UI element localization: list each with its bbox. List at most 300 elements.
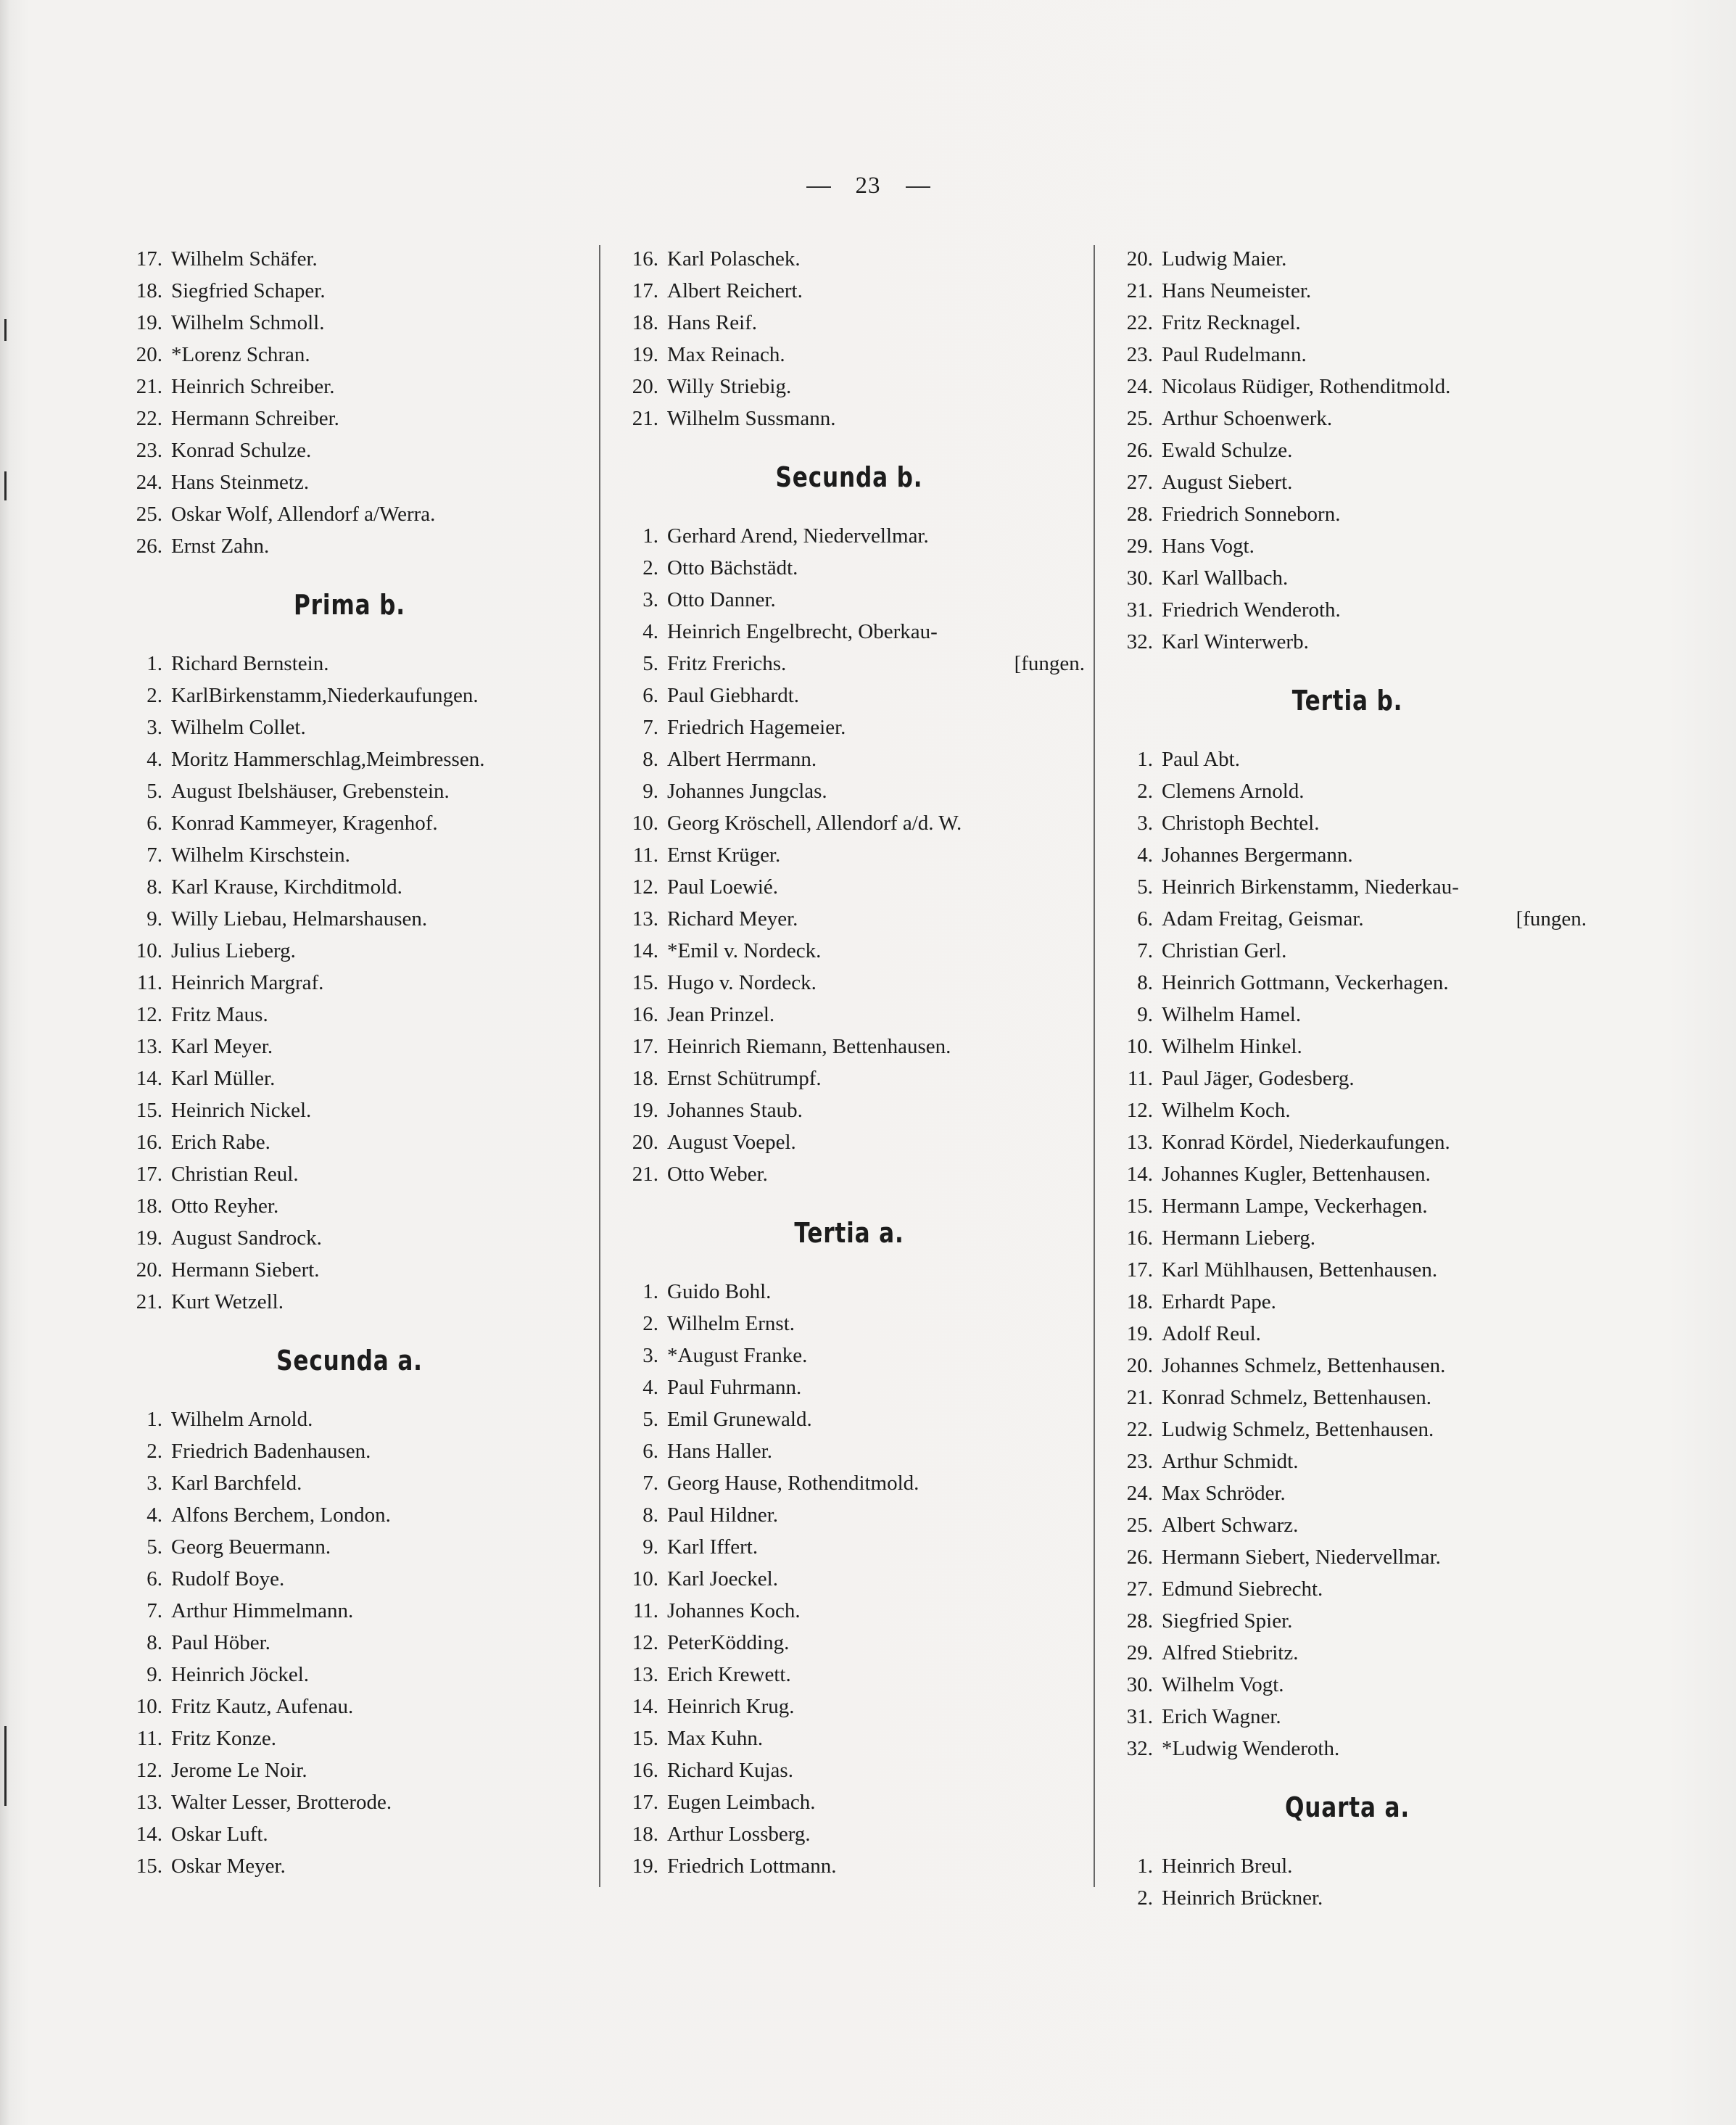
entry-number: 18. — [136, 279, 162, 302]
entry-number: 2. — [642, 556, 658, 579]
entry-name: August Ibelshäuser, Grebenstein. — [171, 780, 450, 803]
entry-name: Friedrich Wenderoth. — [1162, 598, 1341, 622]
entry-number: 15. — [136, 1099, 162, 1122]
roster-entry — [117, 434, 582, 466]
entry-number: 22. — [136, 407, 162, 430]
entry-name: Fritz Frerichs. — [667, 652, 787, 675]
entry-name: Heinrich Brückner. — [1162, 1886, 1323, 1910]
entry-number: 1. — [1137, 1854, 1153, 1878]
roster-entry — [117, 1818, 582, 1850]
roster-entry — [613, 275, 1085, 307]
entry-name: Paul Höber. — [171, 1631, 270, 1654]
entry-name: Moritz Hammerschlag,Meimbressen. — [171, 748, 485, 771]
entry-number: 17. — [632, 279, 658, 302]
entry-name: Heinrich Gottmann, Veckerhagen. — [1162, 971, 1449, 994]
entry-name: Max Schröder. — [1162, 1482, 1286, 1505]
entry-number: 12. — [136, 1003, 162, 1026]
entry-name: Max Kuhn. — [667, 1727, 764, 1750]
entry-name: Alfons Berchem, London. — [171, 1503, 391, 1527]
roster-entry — [117, 903, 582, 935]
entry-name: Wilhelm Schäfer. — [171, 247, 318, 271]
entry-number: 13. — [1126, 1131, 1153, 1154]
entry-name: Oskar Meyer. — [171, 1854, 286, 1878]
roster-entry — [117, 1126, 582, 1158]
roster-entry — [1108, 935, 1587, 967]
roster-entry — [117, 1659, 582, 1691]
entry-name: Paul Abt. — [1162, 748, 1240, 771]
entry-number: 26. — [1126, 439, 1153, 462]
roster-entry — [1108, 1605, 1587, 1637]
entry-number: 22. — [1126, 1418, 1153, 1441]
roster-entry — [1108, 871, 1587, 903]
entry-number: 23. — [136, 439, 162, 462]
roster-entry — [117, 1786, 582, 1818]
entry-number: 17. — [136, 1163, 162, 1186]
entry-name: Karl Wallbach. — [1162, 566, 1289, 590]
entry-number: 1. — [146, 1408, 162, 1431]
roster-entry — [117, 1190, 582, 1222]
entry-number: 12. — [136, 1759, 162, 1782]
entry-name: Konrad Schmelz, Bettenhausen. — [1162, 1386, 1432, 1409]
entry-name: Edmund Siebrecht. — [1162, 1577, 1323, 1601]
entry-name: Paul Hildner. — [667, 1503, 779, 1527]
entry-number: 9. — [146, 1663, 162, 1686]
entry-name: Karl Iffert. — [667, 1535, 759, 1559]
roster-entry — [117, 743, 582, 775]
roster-entry — [117, 1094, 582, 1126]
entry-name: Friedrich Sonneborn. — [1162, 503, 1341, 526]
entry-number: 19. — [632, 1854, 658, 1878]
entry-name: Wilhelm Kirschstein. — [171, 843, 350, 867]
entry-name: Friedrich Badenhausen. — [171, 1440, 371, 1463]
roster-entry — [1108, 498, 1587, 530]
entry-name: Ludwig Maier. — [1162, 247, 1287, 271]
roster-entry — [117, 648, 582, 680]
roster-entry — [613, 1158, 1085, 1190]
entry-number: 9. — [1137, 1003, 1153, 1026]
entry-name: Hans Steinmetz. — [171, 471, 310, 494]
roster-entry — [1108, 1882, 1587, 1914]
entry-name: Arthur Himmelmann. — [171, 1599, 354, 1622]
entry-number: 24. — [1126, 375, 1153, 398]
roster-entry — [117, 371, 582, 403]
roster-entry — [117, 530, 582, 562]
entry-number: 27. — [1126, 471, 1153, 494]
entry-number: 20. — [632, 1131, 658, 1154]
entry-number: 8. — [642, 748, 658, 771]
entry-name: Erich Krewett. — [667, 1663, 791, 1686]
roster-entry — [117, 1158, 582, 1190]
roster-entry — [1108, 1031, 1587, 1062]
entry-number: 19. — [632, 1099, 658, 1122]
roster-entry — [613, 1563, 1085, 1595]
roster-entry — [1108, 1701, 1587, 1733]
column-rule — [1094, 245, 1095, 1887]
entry-name: Hans Haller. — [667, 1440, 772, 1463]
roster-entry — [1108, 999, 1587, 1031]
class-heading: Prima b. — [294, 589, 405, 621]
entry-number: 11. — [1127, 1067, 1153, 1090]
roster-entry — [1108, 1126, 1587, 1158]
entry-number: 12. — [1126, 1099, 1153, 1122]
entry-name: Christoph Bechtel. — [1162, 812, 1320, 835]
roster-entry — [1108, 1637, 1587, 1669]
entry-name: Fritz Kautz, Aufenau. — [171, 1695, 354, 1718]
roster-entry — [613, 1754, 1085, 1786]
entry-number: 25. — [136, 503, 162, 526]
entry-number: 22. — [1126, 311, 1153, 334]
entry-number: 8. — [642, 1503, 658, 1527]
entry-name: Johannes Staub. — [667, 1099, 803, 1122]
entry-name: Albert Herrmann. — [667, 748, 817, 771]
entry-number: 5. — [642, 1408, 658, 1431]
roster-entry — [1108, 839, 1587, 871]
entry-number: 2. — [642, 1312, 658, 1335]
entry-name: Ludwig Schmelz, Bettenhausen. — [1162, 1418, 1434, 1441]
entry-number: 12. — [632, 875, 658, 899]
roster-entry — [1108, 743, 1587, 775]
entry-number: 18. — [632, 311, 658, 334]
entry-name: Wilhelm Hinkel. — [1162, 1035, 1302, 1058]
entry-number: 26. — [1126, 1546, 1153, 1569]
column-3 — [1108, 243, 1587, 1914]
entry-name: Heinrich Nickel. — [171, 1099, 312, 1122]
binding-mark — [4, 319, 7, 341]
class-heading: Tertia a. — [794, 1217, 904, 1249]
entry-number: 13. — [632, 1663, 658, 1686]
entry-name: Hans Neumeister. — [1162, 279, 1312, 302]
entry-name: Arthur Schmidt. — [1162, 1450, 1299, 1473]
entry-name: Hermann Schreiber. — [171, 407, 339, 430]
entry-name: Guido Bohl. — [667, 1280, 772, 1303]
entry-number: 13. — [136, 1035, 162, 1058]
entry-name: Albert Schwarz. — [1162, 1514, 1299, 1537]
entry-number: 21. — [136, 1290, 162, 1313]
entry-number: 12. — [632, 1631, 658, 1654]
entry-name: Clemens Arnold. — [1162, 780, 1305, 803]
roster-entry — [1108, 243, 1587, 275]
entry-name: Eugen Leimbach. — [667, 1791, 816, 1814]
entry-number: 25. — [1126, 1514, 1153, 1537]
roster-entry — [1108, 1286, 1587, 1318]
entry-number: 25. — [1126, 407, 1153, 430]
binding-mark — [4, 1726, 7, 1806]
roster-entry — [1108, 1190, 1587, 1222]
entry-number: 10. — [632, 812, 658, 835]
entry-name: Heinrich Margraf. — [171, 971, 324, 994]
entry-number: 7. — [642, 716, 658, 739]
entry-name: Fritz Recknagel. — [1162, 311, 1301, 334]
entry-number: 6. — [642, 1440, 658, 1463]
roster-entry — [117, 498, 582, 530]
roster-entry — [1108, 807, 1587, 839]
roster-entry — [117, 1467, 582, 1499]
roster-entry — [1108, 1414, 1587, 1445]
roster-entry — [1108, 1062, 1587, 1094]
roster-entry — [117, 1850, 582, 1882]
entry-number: 5. — [146, 1535, 162, 1559]
roster-entry — [1108, 275, 1587, 307]
roster-entry — [613, 1595, 1085, 1627]
entry-name: Wilhelm Collet. — [171, 716, 306, 739]
entry-number: 17. — [1126, 1258, 1153, 1282]
entry-number: 16. — [632, 1003, 658, 1026]
entry-number: 29. — [1126, 535, 1153, 558]
entry-number: 6. — [1137, 907, 1153, 931]
entry-number: 6. — [146, 1567, 162, 1590]
class-heading: Tertia b. — [1291, 685, 1403, 717]
column-rule — [599, 245, 600, 1887]
roster-entry — [117, 1499, 582, 1531]
entry-number: 32. — [1126, 630, 1153, 653]
entry-number: 13. — [632, 907, 658, 931]
entry-number: 23. — [1126, 343, 1153, 366]
entry-name: Emil Grunewald. — [667, 1408, 812, 1431]
entry-number: 2. — [1137, 780, 1153, 803]
entry-name: Johannes Bergermann. — [1162, 843, 1353, 867]
column-2 — [613, 243, 1085, 1882]
roster-entry — [613, 999, 1085, 1031]
roster-entry — [613, 1786, 1085, 1818]
roster-entry — [613, 1276, 1085, 1308]
entry-number: 5. — [642, 652, 658, 675]
roster-entry — [117, 1222, 582, 1254]
entry-name: Georg Beuermann. — [171, 1535, 331, 1559]
roster-entry — [1108, 1509, 1587, 1541]
entry-name: Max Reinach. — [667, 343, 785, 366]
roster-entry — [1108, 530, 1587, 562]
entry-name: KarlBirkenstamm,Niederkaufungen. — [171, 684, 479, 707]
entry-number: 6. — [146, 812, 162, 835]
roster-entry — [117, 1286, 582, 1318]
entry-number: 28. — [1126, 1609, 1153, 1633]
entry-number: 26. — [136, 535, 162, 558]
entry-number: 14. — [136, 1823, 162, 1846]
roster-entry — [117, 1254, 582, 1286]
dash-left — [806, 186, 831, 188]
roster-entry — [613, 871, 1085, 903]
entry-number: 9. — [146, 907, 162, 931]
class-heading: Secunda b. — [775, 461, 923, 493]
entry-name: Rudolf Boye. — [171, 1567, 285, 1590]
entry-name: Hans Vogt. — [1162, 535, 1255, 558]
entry-name: Ernst Krüger. — [667, 843, 781, 867]
entry-number: 21. — [1126, 279, 1153, 302]
entry-name: Johannes Schmelz, Bettenhausen. — [1162, 1354, 1446, 1377]
entry-name: Julius Lieberg. — [171, 939, 296, 962]
dash-right — [906, 186, 930, 188]
roster-entry — [1108, 1158, 1587, 1190]
entry-number: 18. — [1126, 1290, 1153, 1313]
roster-entry — [117, 967, 582, 999]
entry-name: Hermann Siebert. — [171, 1258, 320, 1282]
roster-entry — [117, 1062, 582, 1094]
entry-number: 2. — [146, 684, 162, 707]
entry-name: Paul Loewié. — [667, 875, 779, 899]
class-heading: Secunda a. — [276, 1345, 423, 1377]
roster-entry — [117, 1435, 582, 1467]
entry-number: 19. — [632, 343, 658, 366]
entry-name: Hugo v. Nordeck. — [667, 971, 817, 994]
roster-entry — [613, 1722, 1085, 1754]
entry-number: 21. — [632, 1163, 658, 1186]
entry-name: Otto Weber. — [667, 1163, 768, 1186]
entry-name: Heinrich Schreiber. — [171, 375, 335, 398]
entry-name: Nicolaus Rüdiger, Rothenditmold. — [1162, 375, 1451, 398]
roster-entry — [613, 371, 1085, 403]
entry-name: Wilhelm Koch. — [1162, 1099, 1291, 1122]
entry-number: 9. — [642, 1535, 658, 1559]
entry-name: Paul Fuhrmann. — [667, 1376, 802, 1399]
entry-name: Karl Mühlhausen, Bettenhausen. — [1162, 1258, 1438, 1282]
roster-entry — [613, 584, 1085, 616]
entry-number: 17. — [632, 1035, 658, 1058]
entry-name: Jean Prinzel. — [667, 1003, 775, 1026]
entry-name: Erich Rabe. — [171, 1131, 270, 1154]
entry-number: 5. — [146, 780, 162, 803]
roster-entry — [117, 711, 582, 743]
entry-number: 10. — [1126, 1035, 1153, 1058]
entry-number: 5. — [1137, 875, 1153, 899]
entry-number: 15. — [1126, 1194, 1153, 1218]
roster-entry — [117, 339, 582, 371]
entry-number: 7. — [146, 1599, 162, 1622]
roster-entry — [1108, 466, 1587, 498]
roster-entry — [1108, 371, 1587, 403]
entry-number: 21. — [1126, 1386, 1153, 1409]
entry-name: Georg Kröschell, Allendorf a/d. W. — [667, 812, 962, 835]
entry-number: 24. — [1126, 1482, 1153, 1505]
roster-entry — [1108, 1222, 1587, 1254]
entry-number: 10. — [632, 1567, 658, 1590]
roster-entry — [613, 403, 1085, 434]
entry-number: 1. — [1137, 748, 1153, 771]
entry-number: 18. — [632, 1067, 658, 1090]
entry-name: Wilhelm Vogt. — [1162, 1673, 1284, 1696]
entry-name: Hans Reif. — [667, 311, 758, 334]
roster-entry — [613, 743, 1085, 775]
entry-name: Friedrich Lottmann. — [667, 1854, 837, 1878]
entry-number: 20. — [1126, 247, 1153, 271]
entry-name: Friedrich Hagemeier. — [667, 716, 846, 739]
entry-name: Gerhard Arend, Niedervellmar. — [667, 524, 929, 548]
roster-entry — [1108, 307, 1587, 339]
entry-number: 1. — [146, 652, 162, 675]
entry-name: Johannes Koch. — [667, 1599, 801, 1622]
entry-number: 29. — [1126, 1641, 1153, 1664]
entry-number: 1. — [642, 524, 658, 548]
entry-number: 8. — [1137, 971, 1153, 994]
entry-number: 20. — [632, 375, 658, 398]
roster-entry — [1108, 1477, 1587, 1509]
entry-number: 10. — [136, 939, 162, 962]
entry-name: Karl Meyer. — [171, 1035, 273, 1058]
entry-number: 16. — [1126, 1226, 1153, 1250]
entry-name: Johannes Jungclas. — [667, 780, 827, 803]
entry-name: Konrad Kammeyer, Kragenhof. — [171, 812, 438, 835]
entry-number: 16. — [632, 247, 658, 271]
roster-entry — [613, 552, 1085, 584]
entry-number: 30. — [1126, 1673, 1153, 1696]
entry-name: Heinrich Breul. — [1162, 1854, 1293, 1878]
entry-number: 15. — [632, 971, 658, 994]
entry-number: 11. — [136, 1727, 162, 1750]
roster-entry — [1108, 1541, 1587, 1573]
roster-entry — [1108, 1850, 1587, 1882]
entry-name: Erhardt Pape. — [1162, 1290, 1276, 1313]
roster-entry — [613, 648, 1085, 680]
roster-entry — [117, 1563, 582, 1595]
entry-name: Albert Reichert. — [667, 279, 803, 302]
entry-name: Walter Lesser, Brotterode. — [171, 1791, 392, 1814]
entry-number: 2. — [1137, 1886, 1153, 1910]
roster-entry — [613, 1371, 1085, 1403]
entry-number: 3. — [642, 588, 658, 611]
entry-number: 7. — [146, 843, 162, 867]
roster-entry — [1108, 1254, 1587, 1286]
entry-name: Otto Bächstädt. — [667, 556, 798, 579]
roster-entry — [1108, 1573, 1587, 1605]
roster-entry — [117, 839, 582, 871]
entry-name: Heinrich Krug. — [667, 1695, 795, 1718]
entry-number: 19. — [136, 1226, 162, 1250]
roster-entry — [1108, 1445, 1587, 1477]
entry-name: Heinrich Jöckel. — [171, 1663, 310, 1686]
roster-entry — [613, 775, 1085, 807]
entry-number: 19. — [136, 311, 162, 334]
entry-name: Willy Striebig. — [667, 375, 792, 398]
entry-name: Ernst Zahn. — [171, 535, 270, 558]
entry-name: Otto Danner. — [667, 588, 776, 611]
entry-number: 21. — [632, 407, 658, 430]
column-1 — [117, 243, 582, 1882]
roster-entry — [613, 967, 1085, 999]
entry-name: Wilhelm Sussmann. — [667, 407, 836, 430]
entry-number: 24. — [136, 471, 162, 494]
roster-entry — [117, 1595, 582, 1627]
entry-number: 4. — [1137, 843, 1153, 867]
entry-name: Erich Wagner. — [1162, 1705, 1281, 1728]
entry-name: Adam Freitag, Geismar. — [1162, 907, 1364, 931]
entry-number: 3. — [146, 716, 162, 739]
page-number: 23 — [855, 173, 881, 199]
roster-entry — [613, 1818, 1085, 1850]
roster-entry — [1108, 967, 1587, 999]
entry-name: Konrad Schulze. — [171, 439, 312, 462]
roster-entry — [117, 775, 582, 807]
entry-number: 9. — [642, 780, 658, 803]
entry-name: *Emil v. Nordeck. — [667, 939, 822, 962]
roster-entry — [117, 680, 582, 711]
entry-number: 23. — [1126, 1450, 1153, 1473]
roster-entry — [613, 1094, 1085, 1126]
entry-name: Richard Kujas. — [667, 1759, 793, 1782]
entry-number: 21. — [136, 375, 162, 398]
entry-number: 13. — [136, 1791, 162, 1814]
roster-entry — [613, 1659, 1085, 1691]
entry-name: Kurt Wetzell. — [171, 1290, 284, 1313]
roster-entry — [613, 839, 1085, 871]
entry-name: Christian Gerl. — [1162, 939, 1287, 962]
entry-number: 4. — [642, 1376, 658, 1399]
roster-entry — [1108, 562, 1587, 594]
entry-name: Richard Bernstein. — [171, 652, 329, 675]
roster-entry — [613, 711, 1085, 743]
entry-number: 16. — [136, 1131, 162, 1154]
roster-entry — [613, 1467, 1085, 1499]
roster-entry — [117, 275, 582, 307]
entry-name: Karl Müller. — [171, 1067, 276, 1090]
